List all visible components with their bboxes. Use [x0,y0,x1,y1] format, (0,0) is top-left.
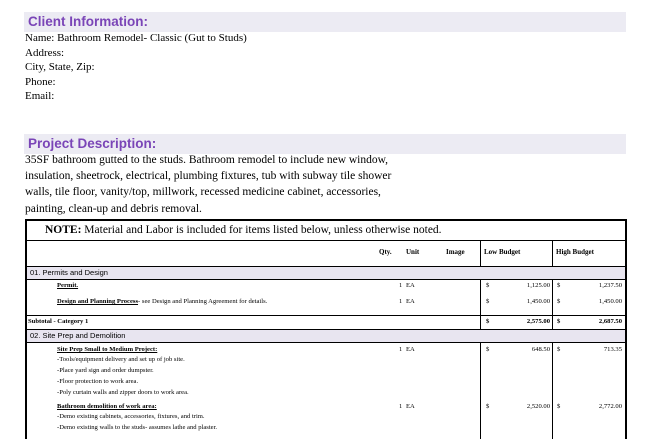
low-budget-currency: $ [486,403,490,410]
low-budget-currency: $ [486,318,490,325]
line-item-title: Permit. [57,282,79,289]
high-budget-currency: $ [557,318,561,325]
column-header-unit: Unit [406,248,420,256]
line-item-detail: -Poly curtain walls and zipper doors to work area. [57,389,189,396]
line-item-detail: -Floor protection to work area. [57,378,139,385]
low-budget-currency: $ [486,346,490,353]
client-email: Email: [25,90,55,103]
line-item-unit: EA [406,282,415,289]
line-item-qty: 1 [399,346,403,353]
table-note-label: NOTE: [45,224,82,236]
column-divider [625,240,626,439]
project-description-header: Project Description: [24,134,626,154]
high-budget-currency: $ [557,346,561,353]
subtotal-low-value: 2,575.00 [526,318,550,325]
line-item-title: Bathroom demolition of work area: [57,403,157,410]
client-info-header: Client Information: [24,12,626,32]
category-header-permits-design: 01. Permits and Design [27,267,625,279]
line-item-detail: -Tools/equipment delivery and set up of job site. [57,356,185,363]
client-info-block [25,31,247,104]
column-header-low-budget: Low Budget [484,248,521,256]
subtotal-high-value: 2,687.50 [598,318,622,325]
subtotal-row [27,317,625,328]
subtotal-label: Subtotal - Category 1 [28,318,89,325]
project-description-line: walls, tile floor, vanity/top, millwork, recessed medicine cabinet, accessories, [25,186,381,199]
line-item-qty: 1 [399,282,403,289]
line-item-detail: -Place yard sign and order dumpster. [57,367,154,374]
high-budget-currency: $ [557,403,561,410]
low-budget-value: 2,520.00 [526,403,550,410]
project-description-line: insulation, sheetrock, electrical, plumbing fixtures, tub with subway tile shower [25,170,392,183]
column-header-high-budget: High Budget [556,248,594,256]
line-item-unit: EA [406,298,415,305]
high-budget-value: 713.35 [603,346,622,353]
divider [27,315,625,316]
low-budget-currency: $ [486,282,490,289]
client-address: Address: [25,46,65,59]
line-item-title: Design and Planning Process [57,298,139,305]
project-description-text [25,152,455,217]
project-description-line: 35SF bathroom gutted to the studs. Bathroom remodel to include new window, [25,154,389,166]
line-item-detail: -Demo existing cabinets, accessories, fixtures, and trim. [57,413,205,420]
table-note-text: Material and Labor is included for items listed below, unless otherwise noted. [81,224,442,236]
estimate-table [25,219,627,439]
line-item-unit: EA [406,346,415,353]
low-budget-value: 1,125.00 [526,282,550,289]
divider [27,342,625,343]
client-phone: Phone: [25,75,56,88]
line-item-unit: EA [406,403,415,410]
line-item-note: - see Design and Planning Agreement for details. [138,298,268,305]
line-item-qty: 1 [399,298,403,305]
divider [27,279,625,280]
table-row [27,297,625,308]
client-name: Name: Bathroom Remodel- Classic (Gut to Studs) [25,32,247,44]
high-budget-value: 2,772.00 [598,403,622,410]
low-budget-value: 1,450.00 [526,298,550,305]
project-description-line: painting, clean-up and debris removal. [25,202,202,215]
line-item-detail: -Demo existing walls to the studs- assumes lathe and plaster. [57,424,218,431]
table-row [27,281,625,292]
low-budget-value: 648.50 [531,346,550,353]
line-item-qty: 1 [399,403,403,410]
high-budget-currency: $ [557,282,561,289]
table-note [45,224,442,236]
high-budget-value: 1,450.00 [598,298,622,305]
client-city-state-zip: City, State, Zip: [25,61,95,74]
category-header-site-prep-demolition: 02. Site Prep and Demolition [27,330,625,342]
divider [27,240,625,241]
column-header-qty: Qty. [379,248,392,256]
line-item-title: Site Prep Small to Medium Project: [57,346,158,353]
high-budget-currency: $ [557,298,561,305]
high-budget-value: 1,237.50 [598,282,622,289]
column-header-image: Image [446,248,465,256]
low-budget-currency: $ [486,298,490,305]
